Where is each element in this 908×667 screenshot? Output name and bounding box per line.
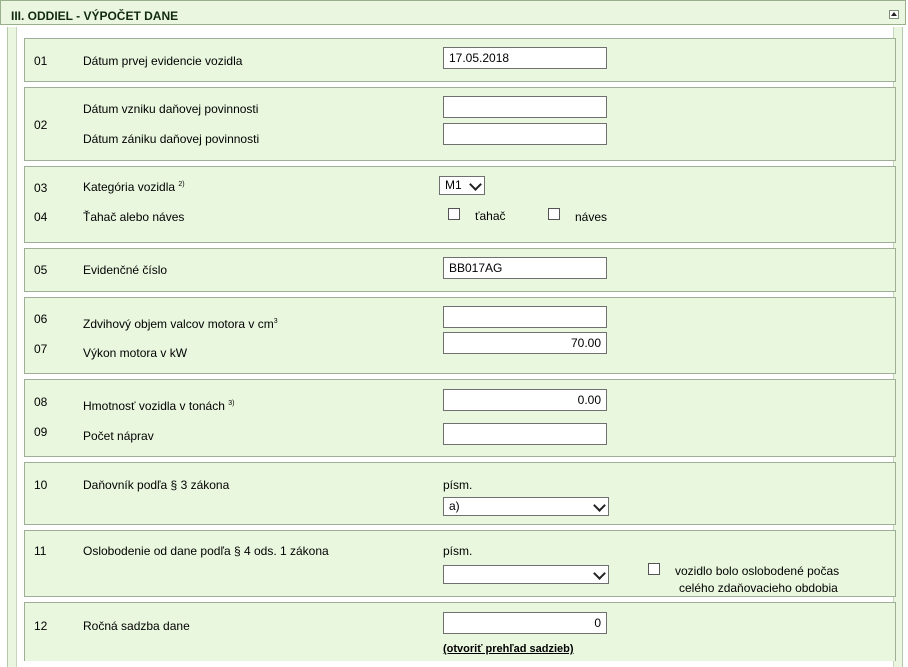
row-number: 11 (34, 544, 47, 558)
letter-label: písm. (443, 478, 473, 492)
vehicle-category-select[interactable] (439, 176, 485, 195)
row-01 (24, 38, 896, 82)
row-03-04 (24, 166, 896, 243)
exemption-label: Oslobodenie od dane podľa § 4 ods. 1 zákona (83, 544, 329, 558)
exempt-whole-period-checkbox[interactable] (648, 563, 660, 575)
row-number: 07 (34, 342, 48, 356)
axle-count-input[interactable] (443, 423, 607, 445)
collapse-icon[interactable] (889, 10, 899, 19)
section-title: III. ODDIEL - VÝPOČET DANE (11, 9, 179, 23)
vehicle-weight-input[interactable] (443, 389, 607, 411)
row-10 (24, 462, 896, 525)
row-number: 09 (34, 425, 48, 439)
vehicle-category-text: Kategória vozidla (83, 180, 176, 194)
row-02 (24, 87, 896, 161)
exemption-letter-select[interactable] (443, 565, 609, 584)
axle-count-label: Počet náprav (83, 429, 154, 443)
row-number: 06 (34, 312, 48, 326)
row-05 (24, 248, 896, 292)
tax-end-date-label: Dátum zániku daňovej povinnosti (83, 132, 260, 146)
registration-number-input[interactable] (443, 257, 607, 279)
vehicle-category-value: M1 (445, 178, 462, 192)
tax-end-date-input[interactable] (443, 123, 607, 145)
chevron-down-icon (469, 178, 482, 191)
taxpayer-letter-select[interactable] (443, 497, 609, 516)
tax-start-date-input[interactable] (443, 96, 607, 118)
vehicle-category-label (83, 180, 185, 194)
exempt-whole-period-line1: vozidlo bolo oslobodené počas (675, 564, 840, 578)
row-number: 12 (34, 619, 48, 633)
row-number: 02 (34, 118, 48, 132)
row-number: 01 (34, 54, 48, 68)
engine-volume-input[interactable] (443, 306, 607, 328)
footnote-mark: 3) (228, 400, 235, 407)
row-number: 04 (34, 210, 48, 224)
row-number: 05 (34, 263, 48, 277)
trailer-checkbox-label: náves (575, 210, 608, 224)
row-06-07 (24, 297, 896, 374)
first-registration-date-input[interactable] (443, 47, 607, 69)
annual-tax-rate-label: Ročná sadzba dane (83, 619, 190, 633)
engine-volume-label (83, 317, 278, 331)
taxpayer-letter-value: a) (449, 499, 460, 513)
trailer-checkbox[interactable] (548, 208, 560, 220)
chevron-down-icon (593, 499, 606, 512)
row-08-09 (24, 379, 896, 457)
tax-start-date-label: Dátum vzniku daňovej povinnosti (83, 102, 259, 116)
engine-power-label: Výkon motora v kW (83, 346, 188, 360)
vehicle-weight-text: Hmotnosť vozidla v tonách (83, 399, 225, 413)
tractor-trailer-label: Ťahač alebo náves (83, 210, 185, 224)
row-number: 08 (34, 395, 48, 409)
row-number: 03 (34, 181, 48, 195)
chevron-down-icon (593, 567, 606, 580)
section-header (0, 0, 906, 25)
taxpayer-label: Daňovník podľa § 3 zákona (83, 478, 230, 492)
row-12 (24, 602, 896, 661)
row-number: 10 (34, 478, 48, 492)
open-rates-overview-link[interactable]: (otvoriť prehľad sadzieb) (443, 643, 574, 655)
superscript: 3 (273, 318, 278, 325)
tractor-checkbox[interactable] (448, 208, 460, 220)
letter-label: písm. (443, 544, 473, 558)
registration-number-label: Evidenčné číslo (83, 263, 168, 277)
exempt-whole-period-line2: celého zdaňovacieho obdobia (679, 581, 838, 595)
footnote-mark: 2) (178, 181, 185, 188)
annual-tax-rate-input[interactable] (443, 612, 607, 634)
engine-volume-text: Zdvihový objem valcov motora v cm (83, 317, 274, 331)
row-11 (24, 530, 896, 597)
tractor-checkbox-label: ťahač (475, 209, 506, 223)
first-registration-date-label: Dátum prvej evidencie vozidla (83, 54, 243, 68)
engine-power-input[interactable] (443, 332, 607, 354)
vehicle-weight-label (83, 399, 234, 413)
